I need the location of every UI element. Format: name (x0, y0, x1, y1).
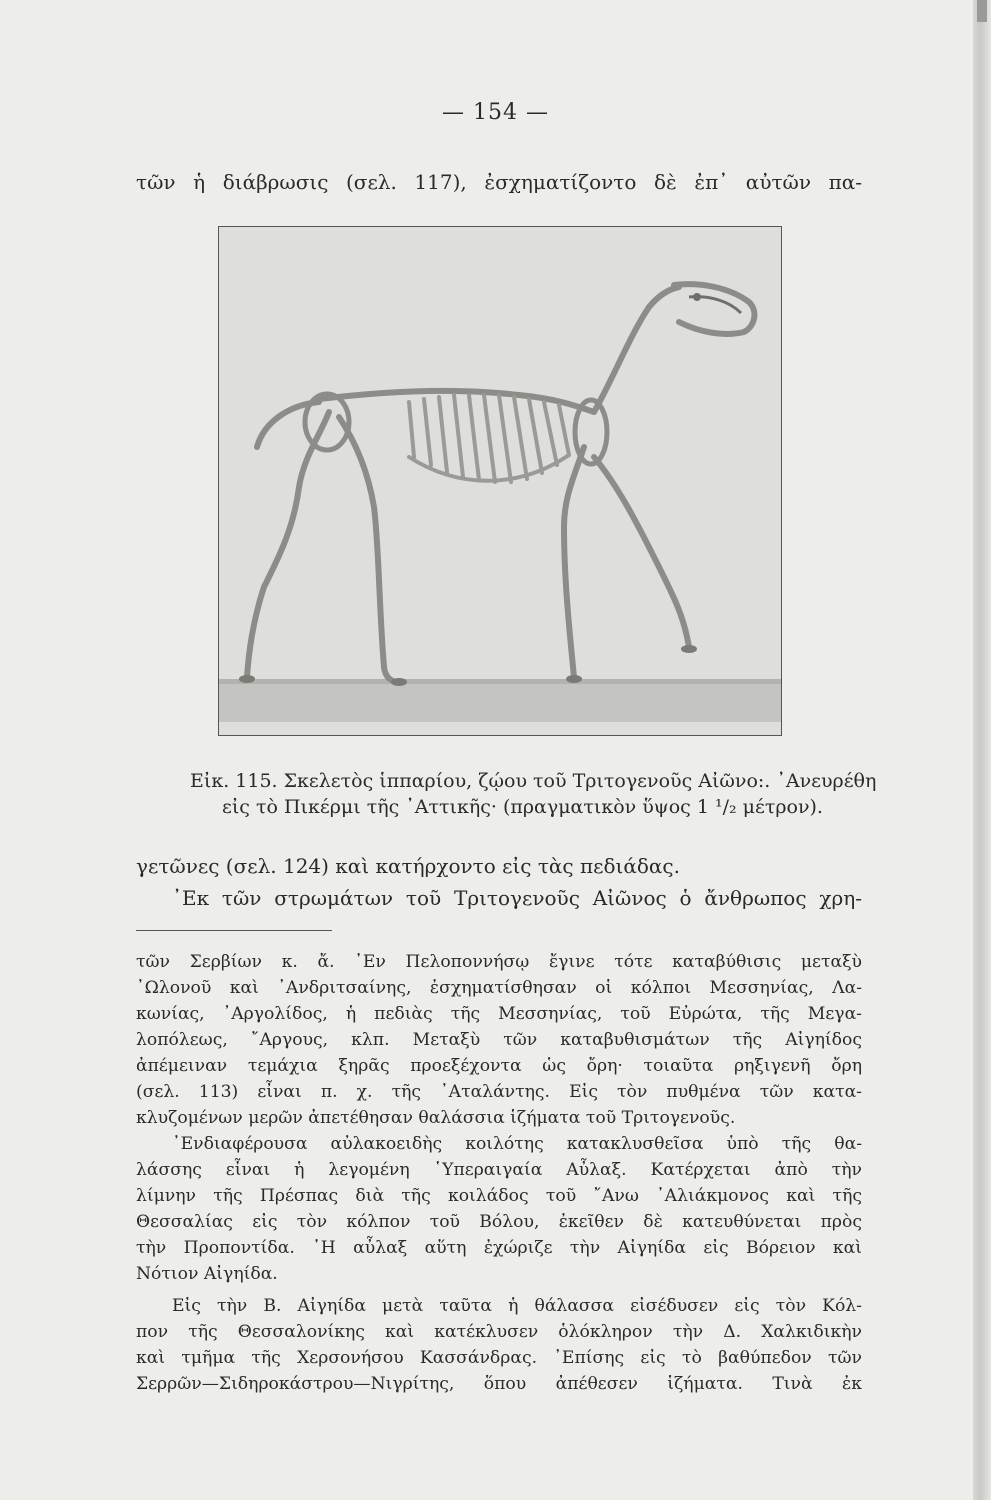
figure-caption-line-1: Εἰκ. 115. Σκελετὸς ἱππαρίου, ζῴου τοῦ Τριτογενοῦς Αἰῶνο:. ᾿Ανευρέθη (190, 770, 877, 792)
footnote-line: τῶν Σερβίων κ. ἄ. ᾿Εν Πελοποννήσῳ ἔγινε τότε καταβύθισις μεταξὺ (136, 952, 862, 972)
footnote-line: λίμνην τῆς Πρέσπας διὰ τῆς κοιλάδος τοῦ ῎Ανω ᾿Αλιάκμονος καὶ τῆς (136, 1186, 862, 1206)
body-line-1: γετῶνες (σελ. 124) καὶ κατήρχοντο εἰς τὰς πεδιάδας. (136, 854, 680, 878)
footnote-line: κλυζομένων μερῶν ἀπετέθησαν θαλάσσια ἱζήματα τοῦ Τριτογενοῦς. (136, 1108, 736, 1128)
footnote-line: κωνίας, ᾿Αργολίδος, ἡ πεδιὰς τῆς Μεσσηνίας, τοῦ Εὐρώτα, τῆς Μεγα- (136, 1004, 862, 1024)
footnote-line: Εἰς τὴν Β. Αἰγηίδα μετὰ ταῦτα ἡ θάλασσα εἰσέδυσεν εἰς τὸν Κόλ- (172, 1296, 862, 1316)
footnote-line: τὴν Προποντίδα. ῾Η αὖλαξ αὕτη ἐχώριζε τὴν Αἰγηίδα εἰς Βόρειον καὶ (136, 1238, 862, 1258)
body-line-2: ᾿Εκ τῶν στρωμάτων τοῦ Τριτογενοῦς Αἰῶνος ὁ ἄνθρωπος χρη- (172, 886, 862, 910)
footnote-line: ἀπέμειναν τεμάχια ξηρᾶς προεξέχοντα ὡς ὄρη· τοιαῦτα ρηξιγενῆ ὄρη (136, 1056, 862, 1076)
footnote-line: πον τῆς Θεσσαλονίκης καὶ κατέκλυσεν ὁλόκληρον τὴν Δ. Χαλκιδικὴν (136, 1322, 862, 1342)
footnote-line: λοπόλεως, ῎Αργους, κλπ. Μεταξὺ τῶν καταβυθισμάτων τῆς Αἰγηίδος (136, 1030, 862, 1050)
footnote-line: Θεσσαλίας εἰς τὸν κόλπον τοῦ Βόλου, ἐκεῖθεν δὲ κατευθύνεται πρὸς (136, 1212, 862, 1232)
footnote-line: ᾿Ενδιαφέρουσα αὐλακοειδὴς κοιλότης κατακλυσθεῖσα ὑπὸ τῆς θα- (172, 1134, 862, 1154)
footnote-line: καὶ τμῆμα τῆς Χερσονήσου Κασσάνδρας. ᾿Επίσης εἰς τὸ βαθύπεδον τῶν (136, 1348, 862, 1368)
footnote-line: ᾿Ωλονοῦ καὶ ᾿Ανδριτσαίνης, ἐσχηματίσθησαν οἱ κόλποι Μεσσηνίας, Λα- (136, 978, 862, 998)
skeleton-figure (218, 226, 782, 736)
figure-caption-line-2: εἰς τὸ Πικέρμι τῆς ᾿Αττικῆς· (πραγματικὸν ὕψος 1 ¹/₂ μέτρον). (222, 796, 823, 818)
footnote-rule (136, 930, 332, 931)
edge-mark (977, 0, 987, 22)
page-edge (973, 0, 991, 1500)
footnote-line: λάσσης εἶναι ἡ λεγομένη ῾Υπεραιγαία Αὖλαξ. Κατέρχεται ἀπὸ τὴν (136, 1160, 862, 1180)
footnote-line: Σερρῶν—Σιδηροκάστρου—Νιγρίτης, ὅπου ἀπέθεσεν ἱζήματα. Τινὰ ἐκ (136, 1374, 862, 1394)
hipparion-skeleton-illustration (219, 227, 781, 735)
footnote-line: (σελ. 113) εἶναι π. χ. τῆς ᾿Αταλάντης. Εἰς τὸν πυθμένα τῶν κατα- (136, 1082, 862, 1102)
top-text-line: τῶν ἡ διάβρωσις (σελ. 117), ἐσχηματίζοντο δὲ ἐπ᾽ αὐτῶν πα- (136, 170, 862, 194)
page-number: — 154 — (442, 100, 549, 125)
footnote-line: Νότιον Αἰγηίδα. (136, 1264, 278, 1284)
